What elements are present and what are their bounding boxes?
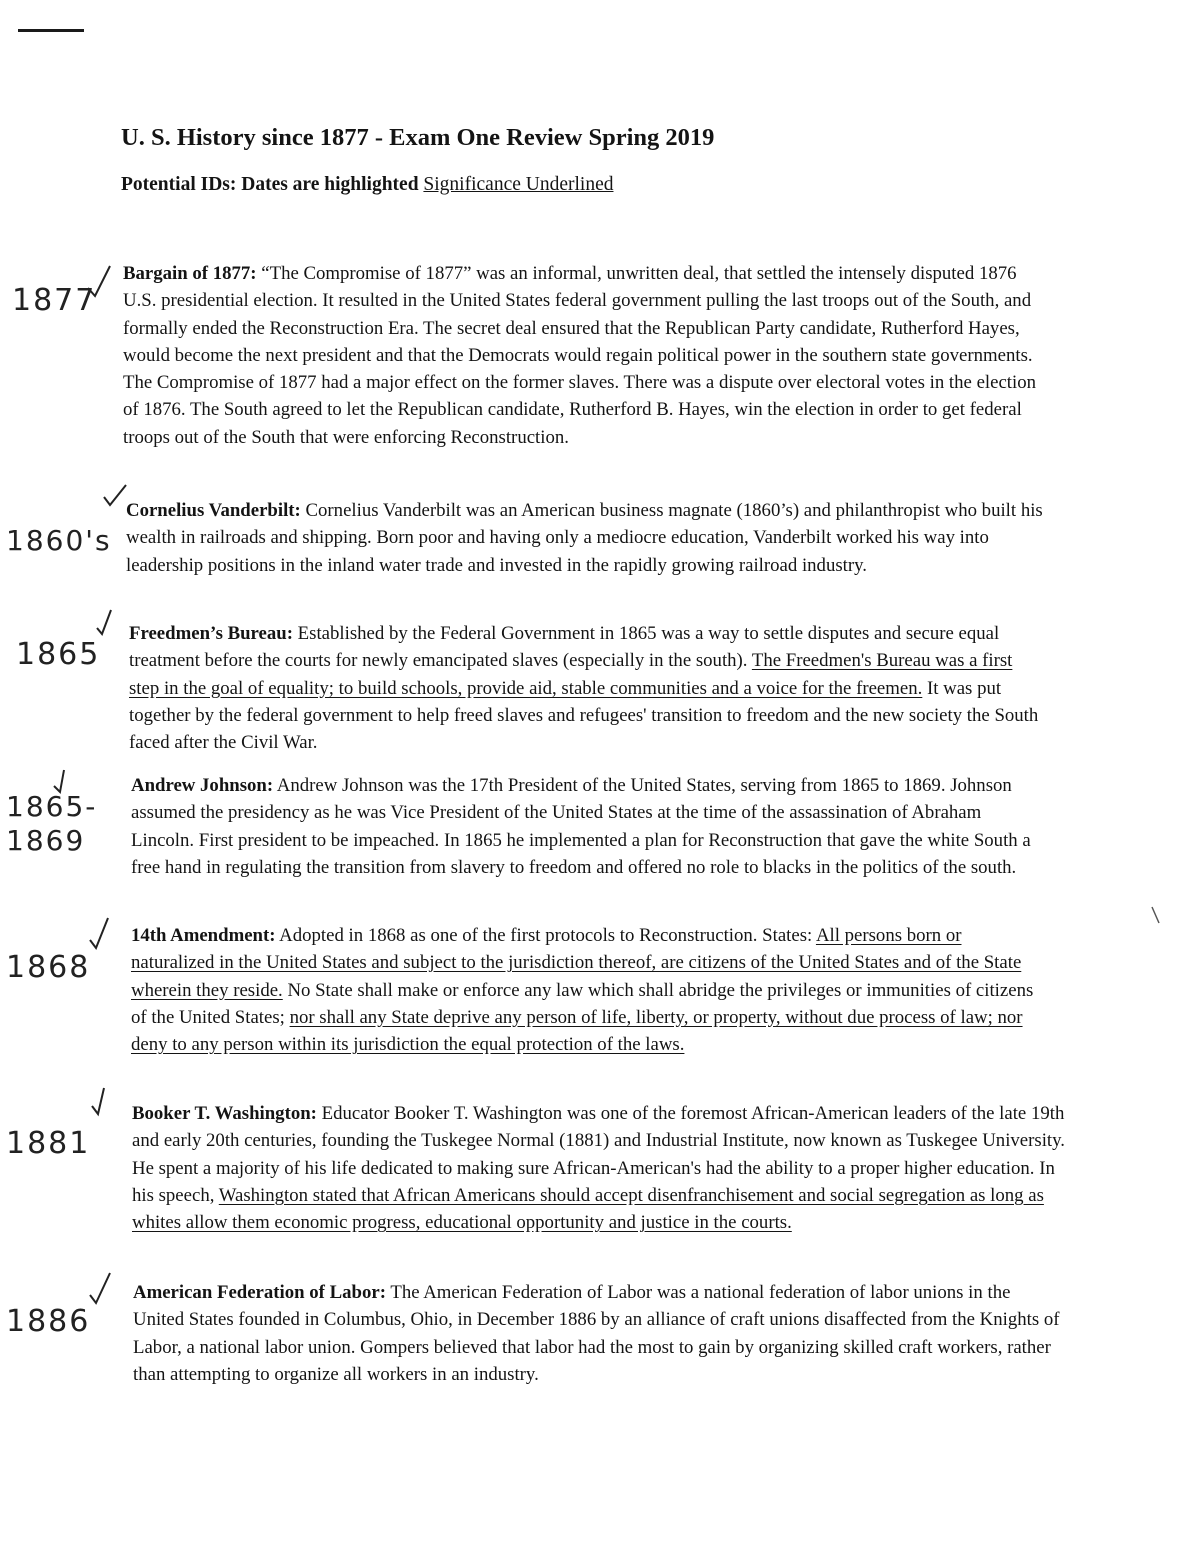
entry-text: Cornelius Vanderbilt was an American business magnate (1860’s) and philanthropist who built his wealth in railroads and shipping. Born poor and having only a mediocre education, Vanderbilt worked his way into leadership positions in the inland water trade and invested in the rapidly growing railroad industry. bbox=[126, 500, 1043, 576]
entry-text: No State shall make or enforce any law which shall abridge the privileges or immunities of citizens of the United States; bbox=[131, 979, 1034, 1028]
entry-term: Booker T. Washington: bbox=[132, 1103, 317, 1124]
margin-note-1865: 1865 bbox=[16, 637, 101, 672]
entry-bargain-of-1877 bbox=[123, 260, 1053, 451]
entry-booker-t-washington bbox=[132, 1100, 1067, 1236]
entry-american-federation-of-labor bbox=[133, 1279, 1063, 1388]
entry-term: Cornelius Vanderbilt: bbox=[126, 500, 301, 521]
margin-note-1868: 1868 bbox=[6, 950, 91, 985]
entry-text: Established by the Federal Government in 1865 was a way to settle disputes and secure equal treatment before the courts for newly emancipated slaves (especially in the south). bbox=[129, 623, 1000, 672]
subtitle-underlined: Significance Underlined bbox=[423, 174, 614, 195]
check-mark-icon bbox=[95, 610, 113, 636]
entry-cornelius-vanderbilt bbox=[126, 497, 1046, 579]
entry-freedmens-bureau bbox=[129, 620, 1044, 756]
entry-term: Andrew Johnson: bbox=[131, 775, 274, 796]
margin-note-1881: 1881 bbox=[6, 1126, 91, 1161]
stray-pen-mark bbox=[1150, 905, 1162, 932]
entry-term: 14th Amendment: bbox=[131, 925, 276, 946]
entry-term: Freedmen’s Bureau: bbox=[129, 623, 293, 644]
entry-text: It was put together by the federal government to help freed slaves and refugees' transition to freedom and the new society the South faced after the Civil War. bbox=[129, 677, 1039, 754]
margin-note-1865-dash: 1865- bbox=[6, 790, 98, 823]
check-mark-icon bbox=[90, 1088, 108, 1114]
top-rule-mark bbox=[18, 29, 84, 32]
entry-term: American Federation of Labor: bbox=[133, 1282, 386, 1303]
entry-significance: All persons born or naturalized in the United States and subject to the jurisdiction thereof, are citizens of the United States and of the State wherein they reside. bbox=[131, 925, 1022, 1001]
check-mark-icon bbox=[88, 918, 106, 944]
margin-note-1869: 1869 bbox=[6, 824, 86, 857]
margin-note-1860s: 1860's bbox=[6, 524, 112, 557]
subtitle-prefix: Potential IDs: Dates are highlighted bbox=[121, 174, 424, 195]
entry-significance: nor shall any State deprive any person of life, liberty, or property, without due process of law; nor deny to any person within its jurisdiction the equal protection of the laws. bbox=[131, 1006, 1023, 1056]
entry-significance: The Freedmen's Bureau was a first step in the goal of equality; to build schools, provide aid, stable communities and a voice for the freemen. bbox=[129, 650, 1013, 699]
entry-significance: Washington stated that African Americans should accept disenfranchisement and social segregation as long as whites allow them economic progress, educational opportunity and justice in the courts. bbox=[132, 1184, 1044, 1234]
check-mark-icon bbox=[86, 266, 104, 292]
page-title: U. S. History since 1877 - Exam One Review Spring 2019 bbox=[121, 124, 715, 151]
check-mark-icon bbox=[52, 770, 70, 796]
entry-14th-amendment bbox=[131, 922, 1046, 1058]
entry-text: “The Compromise of 1877” was an informal, unwritten deal, that settled the intensely disputed 1876 U.S. presidential election. It resulted in the United States federal government pulling the last troops out of the South, and formally ended the Reconstruction Era. The secret deal ensured that the Republican Party candidate, Rutherford Hayes, would become the next president and that the Democrats would regain political power in the southern state governments. The Compromise of 1877 had a major effect on the former slaves. There was a dispute over electoral votes in the election of 1876. The South agreed to let the Republican candidate, Rutherford B. Hayes, win the election in order to get federal troops out of the South that were enforcing Reconstruction. bbox=[123, 263, 1037, 448]
margin-note-1886: 1886 bbox=[6, 1304, 91, 1339]
entry-text: Educator Booker T. Washington was one of the foremost African-American leaders of the late 19th and early 20th centuries, founding the Tuskegee Normal (1881) and Industrial Institute, now known as Tuskegee University. He spent a majority of his life dedicated to making sure African-American's had the ability to a proper higher education. In his speech, bbox=[132, 1103, 1065, 1206]
entry-text: Andrew Johnson was the 17th President of the United States, serving from 1865 to 1869. Johnson assumed the presidency as he was Vice President of the United States at the time of the assassination of Abraham Lincoln. First president to be impeached. In 1865 he implemented a plan for Reconstruction that gave the white South a free hand in regulating the transition from slavery to freedom and offered no role to blacks in the politics of the south. bbox=[131, 775, 1031, 878]
entry-text: Adopted in 1868 as one of the first protocols to Reconstruction. States: bbox=[275, 925, 816, 946]
entry-andrew-johnson bbox=[131, 772, 1046, 881]
entry-term: Bargain of 1877: bbox=[123, 263, 257, 284]
page-subtitle bbox=[121, 174, 613, 196]
check-mark-icon bbox=[88, 1273, 106, 1299]
check-mark-icon bbox=[102, 485, 120, 511]
entry-text: The American Federation of Labor was a national federation of labor unions in the United States founded in Columbus, Ohio, in December 1886 by an alliance of craft unions disaffected from the Knights of Labor, a national labor union. Gompers believed that labor had the most to gain by organizing skilled craft workers, rather than attempting to organize all workers in an industry. bbox=[133, 1282, 1060, 1385]
margin-note-1877: 1877 bbox=[12, 283, 97, 318]
